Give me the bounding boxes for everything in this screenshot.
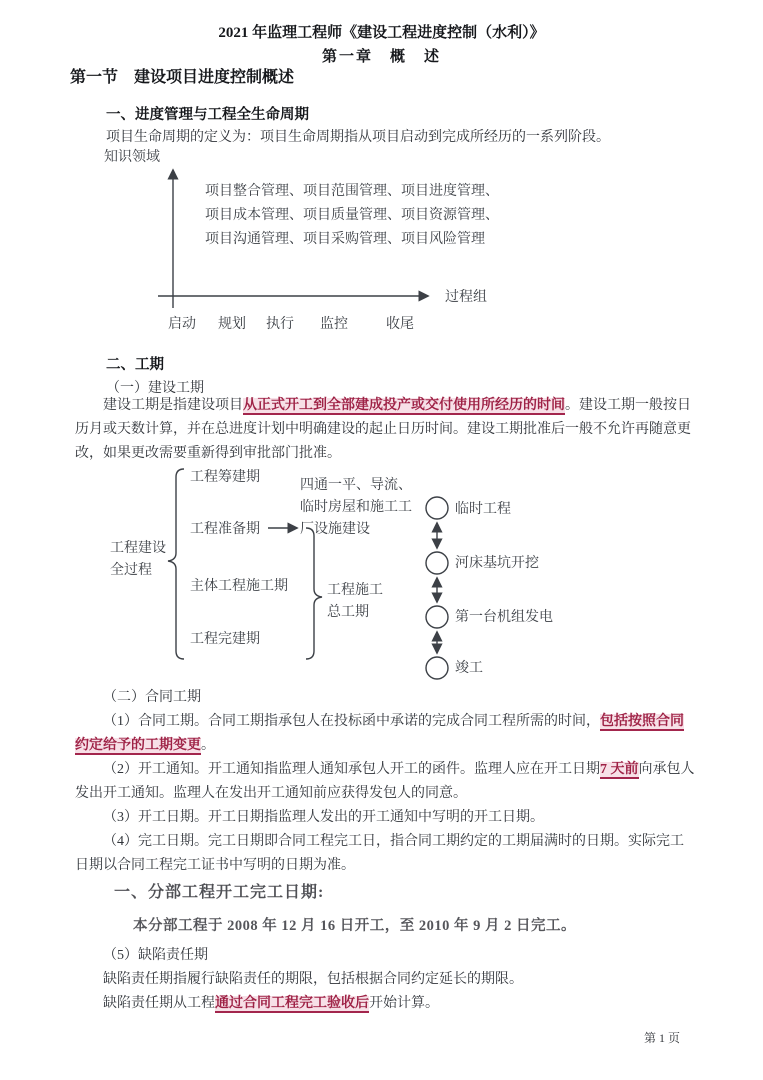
paragraph-text: 。建设工期一般按日历月或天数计算，并在总进度计划中明确建设的起止日历时间。建设工期批准后一般不允许再随意更改，如果更改需要重新得到审批部门批准。 bbox=[75, 398, 691, 461]
milestone-first-unit-power: 第一台机组发电 bbox=[455, 610, 553, 625]
knowledge-line: 项目成本管理、项目质量管理、项目资源管理、 bbox=[205, 208, 499, 223]
total-construction-duration-label bbox=[327, 580, 383, 624]
milestone-node bbox=[426, 657, 448, 679]
defect-liability-line-1: 缺陷责任期指履行缺陷责任的期限，包括根据合同约定延长的期限。 bbox=[103, 972, 523, 987]
contract-item-1 bbox=[75, 710, 695, 758]
root-label-line: 全过程 bbox=[110, 563, 152, 578]
paragraph-text: （1）合同工期。合同工期指承包人在投标函中承诺的完成合同工程所需的时间， bbox=[103, 714, 600, 729]
contract-item-3: （3）开工日期。开工日期指监理人发出的开工通知中写明的开工日期。 bbox=[103, 810, 544, 825]
highlighted-definition: 从正式开工到全部建成投产或交付使用所经历的时间 bbox=[243, 398, 565, 413]
contract-item-2 bbox=[75, 758, 695, 806]
paragraph-text: 建设工期是指建设项目 bbox=[103, 398, 243, 413]
lifecycle-intro: 项目生命周期的定义为：项目生命周期指从项目启动到完成所经历的一系列阶段。 bbox=[106, 130, 610, 145]
milestone-riverbed-excavation: 河床基坑开挖 bbox=[455, 556, 539, 571]
flowchart-root-label bbox=[110, 538, 166, 582]
paragraph-text: 开始计算。 bbox=[369, 996, 439, 1011]
knowledge-areas-block bbox=[205, 180, 499, 252]
highlighted-contract-change: 包括按照合同约定给予的工期变更 bbox=[75, 714, 684, 753]
contract-duration-subheading: （二）合同工期 bbox=[103, 690, 201, 705]
process-group-plan: 规划 bbox=[218, 317, 246, 332]
construction-duration-subheading: （一）建设工期 bbox=[106, 381, 204, 396]
highlighted-acceptance: 通过合同工程完工验收后 bbox=[215, 996, 369, 1011]
defect-liability-block bbox=[75, 944, 695, 1016]
defect-liability-line-2 bbox=[75, 992, 695, 1016]
knowledge-line: 项目沟通管理、项目采购管理、项目风险管理 bbox=[205, 232, 485, 247]
process-group-monitor: 监控 bbox=[320, 317, 348, 332]
knowledge-line: 项目整合管理、项目范围管理、项目进度管理、 bbox=[205, 184, 499, 199]
phase-main-construction: 主体工程施工期 bbox=[190, 579, 288, 594]
prep-note-line: 四通一平、导流、 bbox=[300, 478, 412, 493]
prep-note-block bbox=[300, 475, 412, 541]
milestone-node bbox=[426, 552, 448, 574]
phase-preparation-establish: 工程筹建期 bbox=[190, 470, 260, 485]
bracket-label-line: 总工期 bbox=[327, 605, 369, 620]
page-number: 第 1 页 bbox=[644, 1031, 681, 1045]
paragraph-text: 。 bbox=[201, 738, 215, 753]
prep-note-line: 临时房屋和施工工 bbox=[300, 500, 412, 515]
contract-duration-block bbox=[75, 686, 695, 878]
prep-note-line: 厂设施建设 bbox=[300, 522, 370, 537]
process-group-close: 收尾 bbox=[386, 317, 414, 332]
milestone-node bbox=[426, 497, 448, 519]
bracket-label-line: 工程施工 bbox=[327, 583, 383, 598]
y-axis-label: 知识领域 bbox=[104, 150, 160, 165]
paragraph-text: 向承包人发出开工通知。监理人在发出开工通知前应获得发包人的同意。 bbox=[75, 762, 695, 801]
paragraph-text: （2）开工通知。开工通知指监理人通知承包人开工的函件。监理人应在开工日期 bbox=[103, 762, 600, 777]
process-group-execute: 执行 bbox=[266, 317, 294, 332]
defect-liability-heading: （5）缺陷责任期 bbox=[103, 948, 208, 963]
document-title: 2021 年监理工程师《建设工程进度控制（水利）》 bbox=[218, 25, 545, 41]
excerpt-heading: 一、分部工程开工完工日期: bbox=[114, 884, 325, 901]
right-brace bbox=[306, 528, 322, 659]
phase-preparation: 工程准备期 bbox=[190, 522, 260, 537]
milestone-temporary-works: 临时工程 bbox=[455, 502, 511, 517]
paragraph-text: 缺陷责任期从工程 bbox=[103, 996, 215, 1011]
excerpt-body: 本分部工程于 2008 年 12 月 16 日开工，至 2010 年 9 月 2 日完工。 bbox=[133, 918, 576, 934]
lifecycle-heading: 一、进度管理与工程全生命周期 bbox=[106, 107, 309, 123]
process-group-start: 启动 bbox=[168, 317, 196, 332]
contract-item-4: （4）完工日期。完工日期即合同工程完工日，指合同工期约定的工期届满时的日期。实际完工日期以合同工程完工证书中写明的日期为准。 bbox=[75, 834, 684, 873]
duration-heading: 二、工期 bbox=[106, 357, 164, 373]
root-label-line: 工程建设 bbox=[110, 541, 166, 556]
left-brace bbox=[168, 469, 184, 659]
milestone-completion: 竣工 bbox=[455, 661, 483, 676]
milestone-node bbox=[426, 606, 448, 628]
phase-completion: 工程完建期 bbox=[190, 632, 260, 647]
construction-duration-paragraph bbox=[75, 394, 695, 466]
chapter-title: 第一章 概 述 bbox=[321, 49, 441, 65]
highlighted-seven-days: 7 天前 bbox=[600, 762, 639, 777]
x-axis-label: 过程组 bbox=[445, 290, 487, 305]
section-heading: 第一节 建设项目进度控制概述 bbox=[70, 69, 295, 86]
